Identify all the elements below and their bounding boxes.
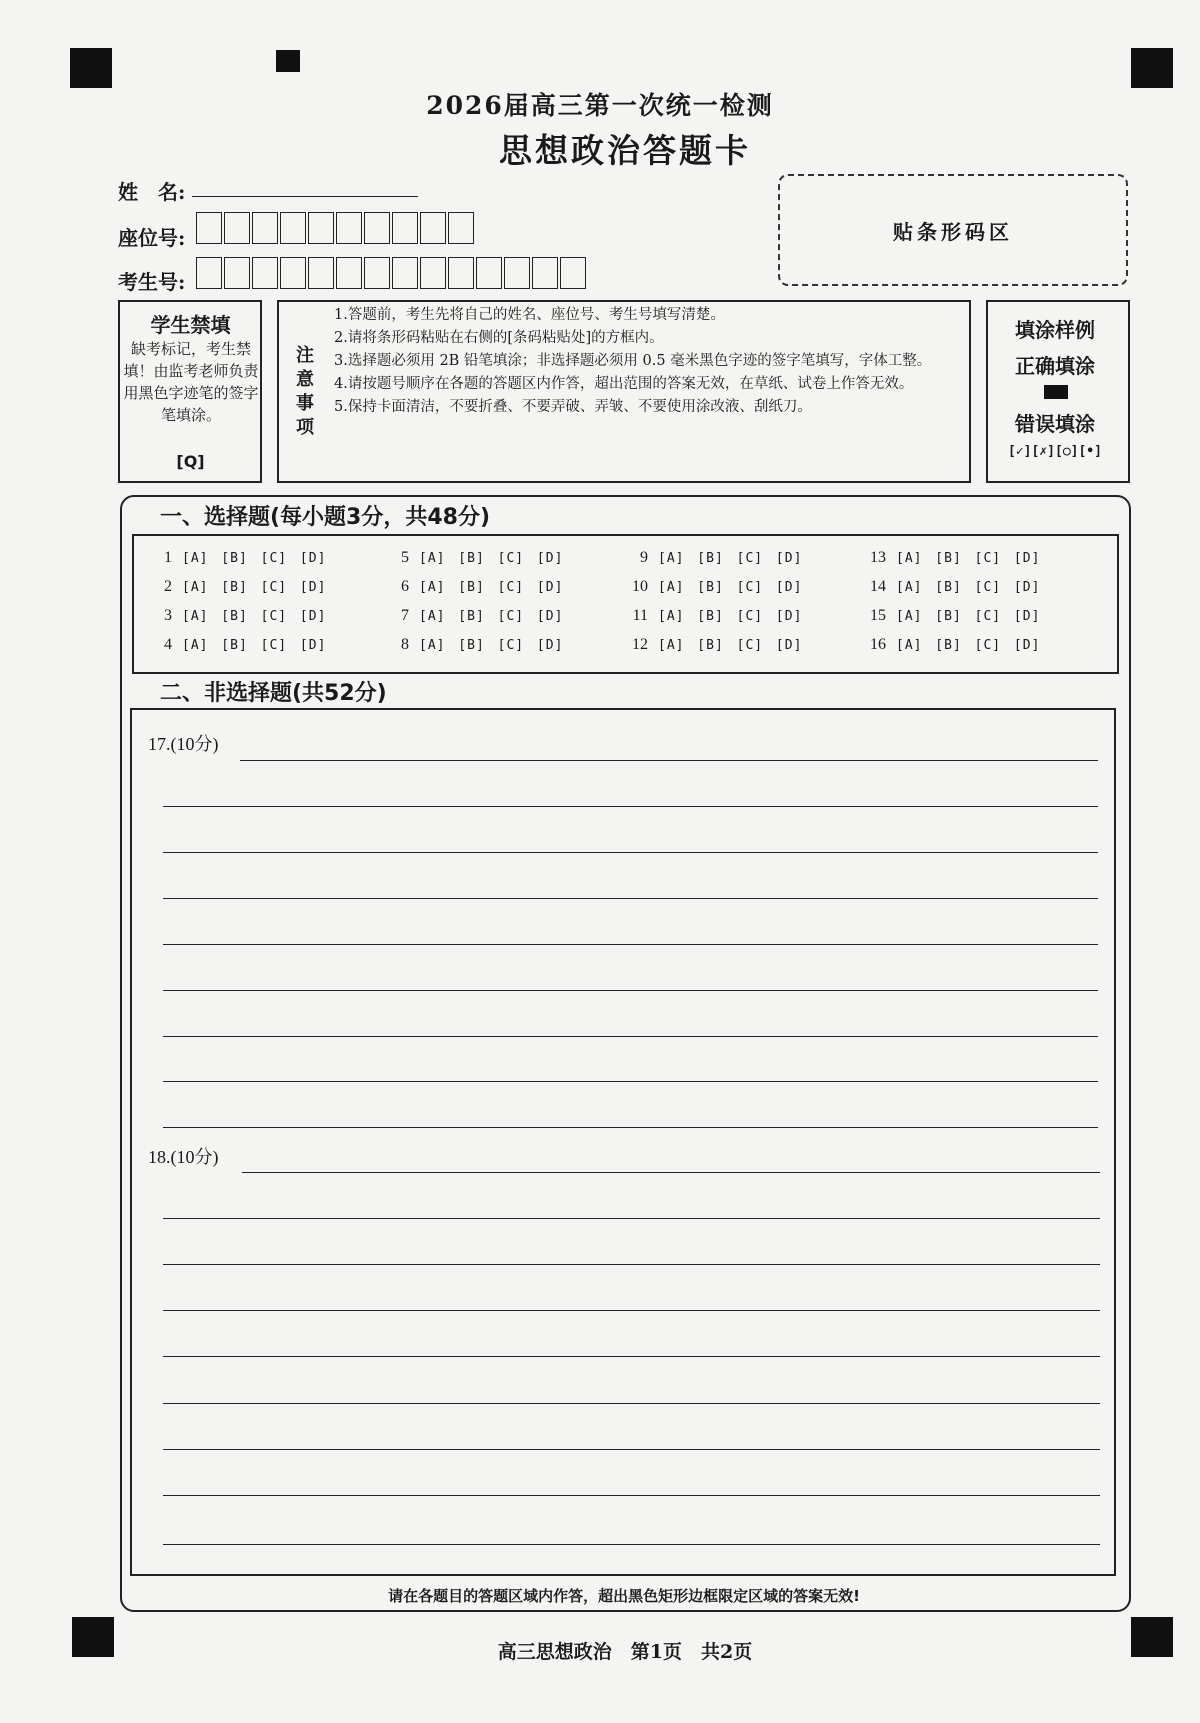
alignment-mark-top-left xyxy=(70,48,112,88)
mc-question-number: 4 xyxy=(164,636,172,653)
notice-side-label: 注意事项 xyxy=(296,345,314,438)
answer-line[interactable] xyxy=(163,1495,1100,1496)
mc-question-number: 2 xyxy=(164,578,172,595)
digit-box[interactable] xyxy=(308,212,334,244)
exam-title: 2026届高三第一次统一检测 xyxy=(426,91,774,120)
mc-question-number: 14 xyxy=(870,578,886,595)
digit-box[interactable] xyxy=(364,257,390,289)
mc-options[interactable]: [A] [B] [C] [D] xyxy=(896,609,1041,624)
answer-line[interactable] xyxy=(163,898,1098,899)
exam-number-boxes[interactable] xyxy=(196,257,588,289)
digit-box[interactable] xyxy=(364,212,390,244)
mc-options[interactable]: [A] [B] [C] [D] xyxy=(658,551,803,566)
mc-question-16[interactable] xyxy=(860,636,1040,654)
mc-question-13[interactable] xyxy=(860,549,1040,567)
digit-box[interactable] xyxy=(336,257,362,289)
name-field[interactable] xyxy=(192,172,418,197)
mc-question-12[interactable] xyxy=(622,636,802,654)
digit-box[interactable] xyxy=(392,212,418,244)
digit-box[interactable] xyxy=(224,212,250,244)
forbid-text: 缺考标记，考生禁填！由监考老师负责用黑色字迹笔的签字笔填涂。 xyxy=(123,340,259,424)
exam-number-label: 考生号: xyxy=(118,270,186,294)
mc-question-number: 15 xyxy=(870,607,886,624)
mc-question-6[interactable] xyxy=(383,578,563,596)
mc-question-1[interactable] xyxy=(146,549,326,567)
barcode-label: 贴条形码区 xyxy=(893,219,1013,244)
answer-line[interactable] xyxy=(163,1449,1100,1450)
answer-line[interactable] xyxy=(163,1544,1100,1545)
seat-label: 座位号: xyxy=(118,226,186,250)
mc-question-number: 7 xyxy=(401,607,409,624)
digit-box[interactable] xyxy=(252,257,278,289)
notice-item: 2.请将条形码粘贴在右侧的[条码粘贴处]的方框内。 xyxy=(334,330,664,346)
mc-question-number: 6 xyxy=(401,578,409,595)
mc-options[interactable]: [A] [B] [C] [D] xyxy=(419,609,564,624)
mc-question-4[interactable] xyxy=(146,636,326,654)
mc-options[interactable]: [A] [B] [C] [D] xyxy=(182,609,327,624)
section2-title: 二、非选择题(共52分) xyxy=(160,681,387,706)
answer-line[interactable] xyxy=(163,1127,1098,1128)
mc-question-number: 1 xyxy=(164,549,172,566)
mc-options[interactable]: [A] [B] [C] [D] xyxy=(658,609,803,624)
mc-question-9[interactable] xyxy=(622,549,802,567)
mc-question-14[interactable] xyxy=(860,578,1040,596)
mc-options[interactable]: [A] [B] [C] [D] xyxy=(896,551,1041,566)
answer-line[interactable] xyxy=(163,944,1098,945)
mc-options[interactable]: [A] [B] [C] [D] xyxy=(182,551,327,566)
answer-line[interactable] xyxy=(163,1310,1100,1311)
digit-box[interactable] xyxy=(420,212,446,244)
card-title: 思想政治答题卡 xyxy=(499,131,751,170)
absence-mark-bubble[interactable]: [Q] xyxy=(176,452,205,471)
mc-options[interactable]: [A] [B] [C] [D] xyxy=(182,580,327,595)
mc-options[interactable]: [A] [B] [C] [D] xyxy=(896,580,1041,595)
answer-line[interactable] xyxy=(163,1403,1100,1404)
digit-box[interactable] xyxy=(448,257,474,289)
alignment-mark-top-center xyxy=(276,50,300,72)
mc-question-11[interactable] xyxy=(622,607,802,625)
mc-question-number: 16 xyxy=(870,636,886,653)
digit-box[interactable] xyxy=(196,212,222,244)
mc-question-number: 9 xyxy=(640,549,648,566)
digit-box[interactable] xyxy=(336,212,362,244)
answer-line[interactable] xyxy=(163,852,1098,853)
alignment-mark-top-right xyxy=(1131,48,1173,88)
digit-box[interactable] xyxy=(476,257,502,289)
digit-box[interactable] xyxy=(448,212,474,244)
digit-box[interactable] xyxy=(252,212,278,244)
mc-options[interactable]: [A] [B] [C] [D] xyxy=(419,551,564,566)
notice-item: 1.答题前，考生先将自己的姓名、座位号、考生号填写清楚。 xyxy=(334,307,725,323)
correct-fill-example xyxy=(1044,385,1068,399)
answer-line[interactable] xyxy=(163,1081,1098,1082)
digit-box[interactable] xyxy=(308,257,334,289)
digit-box[interactable] xyxy=(532,257,558,289)
notice-list xyxy=(334,304,964,419)
notice-item: 4.请按题号顺序在各题的答题区内作答，超出范围的答案无效，在草纸、试卷上作答无效。 xyxy=(334,376,914,392)
mc-question-number: 8 xyxy=(401,636,409,653)
notice-item: 5.保持卡面清洁，不要折叠、不要弄破、弄皱、不要使用涂改液、刮纸刀。 xyxy=(334,399,812,415)
mc-question-number: 3 xyxy=(164,607,172,624)
barcode-area[interactable] xyxy=(778,174,1128,286)
mc-question-15[interactable] xyxy=(860,607,1040,625)
answer-area-warning: 请在各题目的答题区域内作答，超出黑色矩形边框限定区域的答案无效! xyxy=(388,1587,860,1605)
digit-box[interactable] xyxy=(224,257,250,289)
question-17-label: 17.(10分) xyxy=(148,734,219,754)
answer-line[interactable] xyxy=(163,1036,1098,1037)
mc-options[interactable]: [A] [B] [C] [D] xyxy=(419,638,564,653)
page-footer: 高三思想政治 第1页 共2页 xyxy=(497,1641,753,1663)
digit-box[interactable] xyxy=(504,257,530,289)
mc-question-number: 5 xyxy=(401,549,409,566)
digit-box[interactable] xyxy=(560,257,586,289)
answer-line[interactable] xyxy=(163,1218,1100,1219)
mc-question-3[interactable] xyxy=(146,607,326,625)
name-label: 姓 名: xyxy=(118,180,186,204)
mc-options[interactable]: [A] [B] [C] [D] xyxy=(896,638,1041,653)
correct-fill-label: 正确填涂 xyxy=(1015,354,1095,378)
mc-question-number: 11 xyxy=(632,607,648,624)
answer-line[interactable] xyxy=(163,1356,1100,1357)
wrong-fill-examples: [✓][✗][○][•] xyxy=(1008,444,1102,459)
answer-line[interactable] xyxy=(163,806,1098,807)
mc-question-5[interactable] xyxy=(383,549,563,567)
seat-number-boxes[interactable] xyxy=(196,212,476,244)
mc-question-2[interactable] xyxy=(146,578,326,596)
mc-options[interactable]: [A] [B] [C] [D] xyxy=(419,580,564,595)
notice-item: 3.选择题必须用 2B 铅笔填涂；非选择题必须用 0.5 毫米黑色字迹的签字笔填写，字体工整。 xyxy=(334,353,932,369)
mc-question-number: 12 xyxy=(632,636,648,653)
wrong-fill-label: 错误填涂 xyxy=(1015,412,1095,436)
answer-line[interactable] xyxy=(240,760,1098,761)
forbid-title: 学生禁填 xyxy=(150,313,231,337)
sample-title: 填涂样例 xyxy=(1015,318,1095,342)
answer-line[interactable] xyxy=(163,990,1098,991)
section1-title: 一、选择题(每小题3分，共48分) xyxy=(160,505,491,530)
question-18-label: 18.(10分) xyxy=(148,1147,219,1167)
mc-question-number: 13 xyxy=(870,549,886,566)
mc-options[interactable]: [A] [B] [C] [D] xyxy=(182,638,327,653)
digit-box[interactable] xyxy=(280,257,306,289)
digit-box[interactable] xyxy=(420,257,446,289)
digit-box[interactable] xyxy=(196,257,222,289)
digit-box[interactable] xyxy=(392,257,418,289)
digit-box[interactable] xyxy=(280,212,306,244)
mc-question-number: 10 xyxy=(632,578,648,595)
mc-question-8[interactable] xyxy=(383,636,563,654)
answer-line[interactable] xyxy=(163,1264,1100,1265)
mc-question-10[interactable] xyxy=(622,578,802,596)
mc-options[interactable]: [A] [B] [C] [D] xyxy=(658,638,803,653)
answer-line[interactable] xyxy=(242,1172,1100,1173)
non-choice-box xyxy=(130,708,1116,1576)
mc-question-7[interactable] xyxy=(383,607,563,625)
mc-options[interactable]: [A] [B] [C] [D] xyxy=(658,580,803,595)
